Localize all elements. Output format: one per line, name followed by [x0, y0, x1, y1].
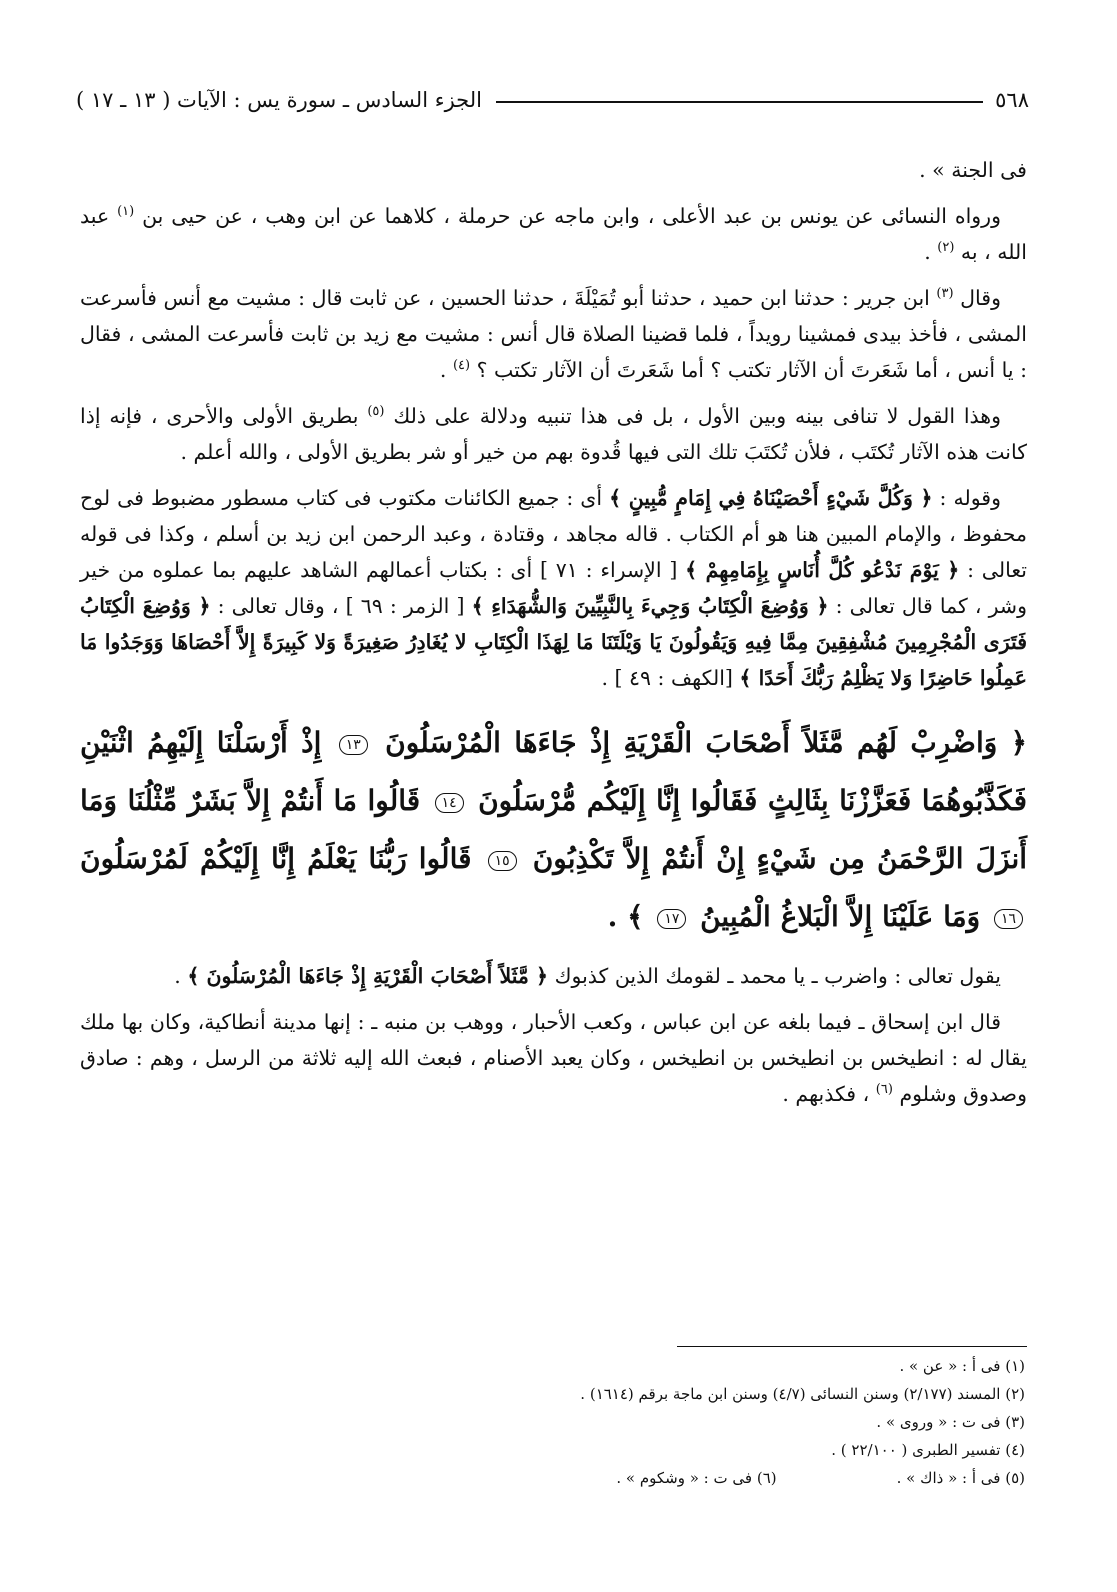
quran-quote: ﴿ وَوُضِعَ الْكِتَابُ وَجِيءَ بِالنَّبِيِّينَ وَالشُّهَدَاءِ ﴾ — [471, 594, 829, 618]
text: وقال — [960, 286, 1001, 310]
text: . — [439, 358, 447, 382]
footnote-2: (٢) المسند (٢/١٧٧) وسنن النسائى (٤/٧) وسنن ابن ماجة برقم (١٦١٤) . — [580, 1385, 1025, 1403]
footnote-6: (٦) فى ت : « وشكوم » . — [616, 1469, 777, 1487]
verse-number-16: ١٦ — [994, 909, 1023, 929]
footnote-ref-6[interactable]: (٦) — [875, 1082, 893, 1098]
main-text — [80, 152, 1027, 1122]
footnote-row — [300, 1464, 1025, 1492]
footnote-5: (٥) فى أ : « ذاك » . — [896, 1469, 1025, 1487]
text: يقول تعالى : واضرب ـ يا محمد ـ لقومك الذين كذبوك — [554, 964, 1001, 988]
paragraph-7 — [80, 1004, 1027, 1112]
paragraph-3 — [80, 280, 1027, 388]
paragraph-5 — [80, 480, 1027, 696]
verse-number-14: ١٤ — [435, 793, 464, 813]
text: ابن جرير : حدثنا ابن حميد ، حدثنا أبو تُمَيْلَةَ ، حدثنا الحسين ، عن ثابت قال : مشيت مع أنس فأسرعت المشى ، فأخذ بيدى فمشينا رويداً ، فلما قضينا الصلاة قال أنس : مشيت مع زيد بن ثابت فأسرعت المشى ، فقال : يا أنس ، أما شَعَرتَ أن الآثار تكتب ؟ أما شَعَرتَ أن الآثار تكتب ؟ — [80, 286, 1027, 382]
verse-number-17: ١٧ — [657, 909, 686, 929]
text: عبد الله ، به — [80, 204, 1027, 264]
verse-bracket-open: ﴿ — [1010, 726, 1028, 759]
quran-quote: ﴿ وَكُلَّ شَيْءٍ أَحْصَيْنَاهُ فِي إِمَامٍ مُّبِينٍ ﴾ — [609, 486, 933, 510]
text: أى : جميع الكائنات مكتوب فى كتاب مسطور مضبوط فى لوح محفوظ ، والإمام المبين هنا هو أم الكتاب . قاله مجاهد ، وقتادة ، وعبد الرحمن ابن زيد بن أسلم ، وكذا فى قوله تعالى : — [80, 486, 1027, 582]
text: [ الزمر : ٦٩ ] ، وقال تعالى : — [217, 594, 465, 618]
verse-16: قَالُوا رَبُّنَا يَعْلَمُ إِنَّا إِلَيْكُمْ لَمُرْسَلُونَ — [80, 842, 472, 875]
quran-quote: ﴿ يَوْمَ نَدْعُو كُلَّ أُنَاسٍ بِإِمَامِهِمْ ﴾ — [685, 558, 960, 582]
page-header — [76, 82, 1029, 118]
verse-17: وَمَا عَلَيْنَا إِلاَّ الْبَلاغُ الْمُبِينُ — [700, 900, 981, 933]
text: وهذا القول لا تنافى بينه وبين الأول ، بل فى هذا تنبيه ودلالة على ذلك — [393, 404, 1001, 428]
page-number: ٥٦٨ — [995, 88, 1029, 112]
quran-quote: ﴿ مَّثَلاً أَصْحَابَ الْقَرْيَةِ إِذْ جَاءَهَا الْمُرْسَلُونَ ﴾ — [187, 964, 549, 988]
text: [ الإسراء : ٧١ ] أى : بكتاب أعمالهم الشاهد عليهم بما عملوه من خير وشر ، كما قال تعالى : — [80, 558, 1027, 618]
quran-verses-block — [80, 714, 1027, 946]
verse-number-15: ١٥ — [488, 851, 517, 871]
footnote-4: (٤) تفسير الطبرى ( ٢٢/١٠٠ ) . — [831, 1441, 1025, 1459]
paragraph-4 — [80, 398, 1027, 470]
verse-number-13: ١٣ — [339, 735, 368, 755]
footnote-separator — [677, 1346, 1027, 1347]
text: فى الجنة » . — [919, 158, 1027, 182]
footnote-ref-4[interactable]: (٤) — [452, 358, 471, 374]
footnote-ref-3[interactable]: (٣) — [936, 286, 954, 302]
text: [الكهف : ٤٩ ] . — [601, 666, 733, 690]
footnote-1: (١) فى أ : « عن » . — [899, 1357, 1025, 1375]
footnote-ref-1[interactable]: (١) — [117, 204, 135, 220]
footnote-ref-5[interactable]: (٥) — [367, 404, 385, 420]
text: وقوله : — [939, 486, 1001, 510]
verse-15: قَالُوا مَا أَنتُمْ إِلاَّ بَشَرٌ مِّثْلُنَا وَمَا أَنزَلَ الرَّحْمَنُ مِن شَيْءٍ إِنْ أَنتُمْ إِلاَّ تَكْذِبُونَ — [80, 784, 1028, 875]
running-title: الجزء السادس ـ سورة يس : الآيات ( ١٣ ـ ١٧ ) — [76, 88, 482, 112]
footnotes — [300, 1352, 1025, 1492]
text: بطريق الأولى والأحرى ، فإنه إذا كانت هذه الآثار تُكتَب ، فلأن تُكتَبَ تلك التى فيها قُدوة بهم من خير أو شر بطريق الأولى ، والله أعلم . — [80, 404, 1027, 464]
verse-14: إِذْ أَرْسَلْنَا إِلَيْهِمُ اثْنَيْنِ فَكَذَّبُوهُمَا فَعَزَّزْنَا بِثَالِثٍ فَقَالُوا إِنَّا إِلَيْكُم مُّرْسَلُونَ — [80, 726, 1027, 817]
verse-bracket-close: ﴾ . — [607, 900, 644, 933]
paragraph-6 — [80, 958, 1027, 994]
paragraph-1 — [80, 152, 1027, 188]
text: ورواه النسائى عن يونس بن عبد الأعلى ، وابن ماجه عن حرملة ، كلاهما عن ابن وهب ، عن حيى بن — [142, 204, 1001, 228]
quran-quote: ﴿ وَوُضِعَ الْكِتَابُ فَتَرَى الْمُجْرِمِينَ مُشْفِقِينَ مِمَّا فِيهِ وَيَقُولُونَ يَا وَيْلَتَنَا مَا لِهَذَا الْكِتَابِ لا يُغَادِرُ صَغِيرَةً وَلا كَبِيرَةً إِلاَّ أَحْصَاهَا وَوَجَدُوا مَا عَمِلُوا حَاضِرًا وَلا يَظْلِمُ رَبُّكَ أَحَدًا ﴾ — [80, 594, 1027, 690]
paragraph-2 — [80, 198, 1027, 270]
text: . — [924, 240, 931, 264]
verse-13: وَاضْرِبْ لَهُم مَّثَلاً أَصْحَابَ الْقَرْيَةِ إِذْ جَاءَهَا الْمُرْسَلُونَ — [385, 726, 998, 759]
text: قال ابن إسحاق ـ فيما بلغه عن ابن عباس ، وكعب الأحبار ، ووهب بن منبه ـ : إنها مدينة أنطاكية، وكان بها ملك يقال له : انطيخس بن انطيخس بن انطيخس ، وكان يعبد الأصنام ، فبعث الله إليه ثلاثة من الرسل ، وهم : صادق وصدوق وشلوم — [80, 1010, 1027, 1106]
text: ، فكذبهم . — [782, 1082, 870, 1106]
header-rule — [496, 101, 983, 103]
footnote-3: (٣) فى ت : « وروى » . — [876, 1413, 1025, 1431]
footnote-ref-2[interactable]: (٢) — [937, 240, 955, 256]
text: . — [174, 964, 181, 988]
